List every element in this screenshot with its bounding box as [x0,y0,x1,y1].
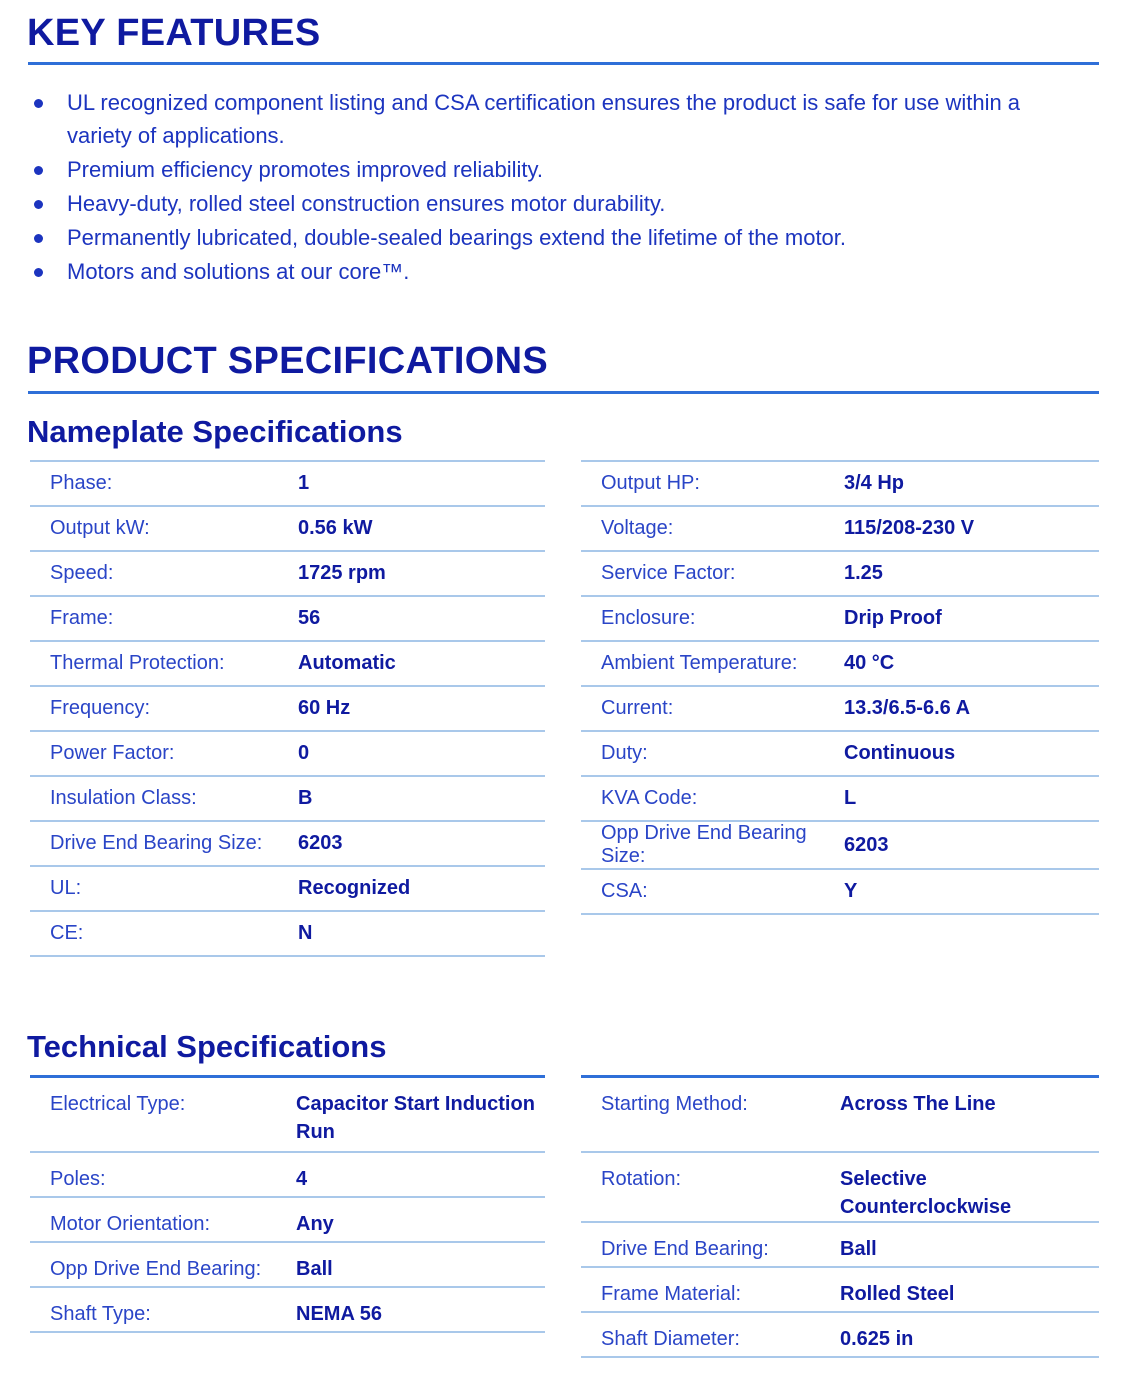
spec-value: Continuous [844,731,1099,776]
table-row [30,911,545,956]
table-row [581,1077,1099,1152]
table-row [30,1077,545,1152]
feature-text: Motors and solutions at our core™. [67,259,410,284]
feature-text: Heavy-duty, rolled steel construction ensures motor durability. [67,191,666,216]
spec-label: Ambient Temperature: [581,641,844,686]
spec-label: Speed: [30,551,298,596]
bullet-icon [34,268,43,277]
spec-value: 0 [298,731,545,776]
spec-value: 4 [296,1152,545,1197]
spec-value: Y [844,869,1099,914]
table-row [581,551,1099,596]
table-row [581,686,1099,731]
bullet-icon [34,99,43,108]
table-row [30,866,545,911]
feature-text: UL recognized component listing and CSA certification ensures the product is safe for use within a variety of applications. [67,90,1021,148]
table-row [30,821,545,866]
spec-label: Poles: [30,1152,296,1197]
technical-specifications-heading: Technical Specifications [27,1029,387,1064]
spec-value: 60 Hz [298,686,545,731]
spec-value: Rolled Steel [840,1267,1099,1312]
spec-value: 13.3/6.5-6.6 A [844,686,1099,731]
technical-table-right [581,1075,1099,1358]
spec-value: L [844,776,1099,821]
spec-value: Ball [840,1222,1099,1267]
spec-label: Frame Material: [581,1267,840,1312]
feature-text: Premium efficiency promotes improved reliability. [67,157,544,182]
spec-value: 3/4 Hp [844,461,1099,506]
feature-text: Permanently lubricated, double-sealed bearings extend the lifetime of the motor. [67,225,847,250]
spec-value: Capacitor Start Induction Run [296,1077,545,1152]
spec-label: KVA Code: [581,776,844,821]
spec-value: NEMA 56 [296,1287,545,1332]
table-row [581,1267,1099,1312]
key-features-list [30,86,1090,289]
table-row [30,551,545,596]
spec-label: Power Factor: [30,731,298,776]
table-row [581,869,1099,914]
spec-label: Opp Drive End Bearing Size: [581,821,844,869]
table-row [581,1222,1099,1267]
spec-label: Drive End Bearing Size: [30,821,298,866]
spec-value: 40 °C [844,641,1099,686]
spec-label: Duty: [581,731,844,776]
table-row [30,1197,545,1242]
table-row [581,776,1099,821]
feature-item [30,153,1090,186]
table-row [581,461,1099,506]
feature-item [30,255,1090,288]
spec-label: Electrical Type: [30,1077,296,1152]
table-row [581,1312,1099,1357]
spec-label: Shaft Type: [30,1287,296,1332]
table-row [30,461,545,506]
product-specifications-divider [28,391,1099,394]
table-row [30,1287,545,1332]
spec-label: Voltage: [581,506,844,551]
key-features-divider [28,62,1099,65]
table-row [581,731,1099,776]
spec-value: Across The Line [840,1077,1099,1152]
spec-label: Service Factor: [581,551,844,596]
table-row [581,596,1099,641]
spec-value: 0.625 in [840,1312,1099,1357]
spec-value: Automatic [298,641,545,686]
spec-label: Motor Orientation: [30,1197,296,1242]
table-row [30,731,545,776]
nameplate-specifications-heading: Nameplate Specifications [27,414,403,449]
spec-label: Opp Drive End Bearing: [30,1242,296,1287]
spec-label: Frame: [30,596,298,641]
spec-label: Phase: [30,461,298,506]
table-row [581,1152,1099,1222]
spec-value: N [298,911,545,956]
spec-value: 115/208-230 V [844,506,1099,551]
spec-label: Frequency: [30,686,298,731]
spec-label: CE: [30,911,298,956]
spec-value: Recognized [298,866,545,911]
table-row [581,506,1099,551]
table-row [30,686,545,731]
spec-label: Thermal Protection: [30,641,298,686]
technical-table-left [30,1075,545,1333]
spec-value: 6203 [298,821,545,866]
spec-label: UL: [30,866,298,911]
spec-value: Ball [296,1242,545,1287]
feature-item [30,86,1090,152]
spec-label: Enclosure: [581,596,844,641]
feature-item [30,221,1090,254]
table-row [30,596,545,641]
table-row [30,776,545,821]
spec-value: B [298,776,545,821]
spec-value: Drip Proof [844,596,1099,641]
spec-label: Output HP: [581,461,844,506]
spec-label: Starting Method: [581,1077,840,1152]
bullet-icon [34,200,43,209]
spec-value: 1.25 [844,551,1099,596]
table-row [581,641,1099,686]
nameplate-table-left [30,460,545,957]
spec-label: CSA: [581,869,844,914]
spec-value: 6203 [844,821,1099,869]
bullet-icon [34,234,43,243]
spec-label: Insulation Class: [30,776,298,821]
spec-value: 0.56 kW [298,506,545,551]
table-row [30,1152,545,1197]
spec-value: 1 [298,461,545,506]
table-row [30,1242,545,1287]
spec-value: 56 [298,596,545,641]
spec-label: Rotation: [581,1152,840,1222]
bullet-icon [34,166,43,175]
nameplate-table-right [581,460,1099,915]
table-row [30,641,545,686]
spec-value: Selective Counterclockwise [840,1152,1099,1222]
spec-label: Current: [581,686,844,731]
key-features-heading: KEY FEATURES [27,12,321,54]
product-specifications-heading: PRODUCT SPECIFICATIONS [27,340,549,382]
spec-label: Drive End Bearing: [581,1222,840,1267]
spec-value: Any [296,1197,545,1242]
spec-label: Output kW: [30,506,298,551]
feature-item [30,187,1090,220]
table-row [30,506,545,551]
spec-value: 1725 rpm [298,551,545,596]
spec-label: Shaft Diameter: [581,1312,840,1357]
table-row [581,821,1099,869]
